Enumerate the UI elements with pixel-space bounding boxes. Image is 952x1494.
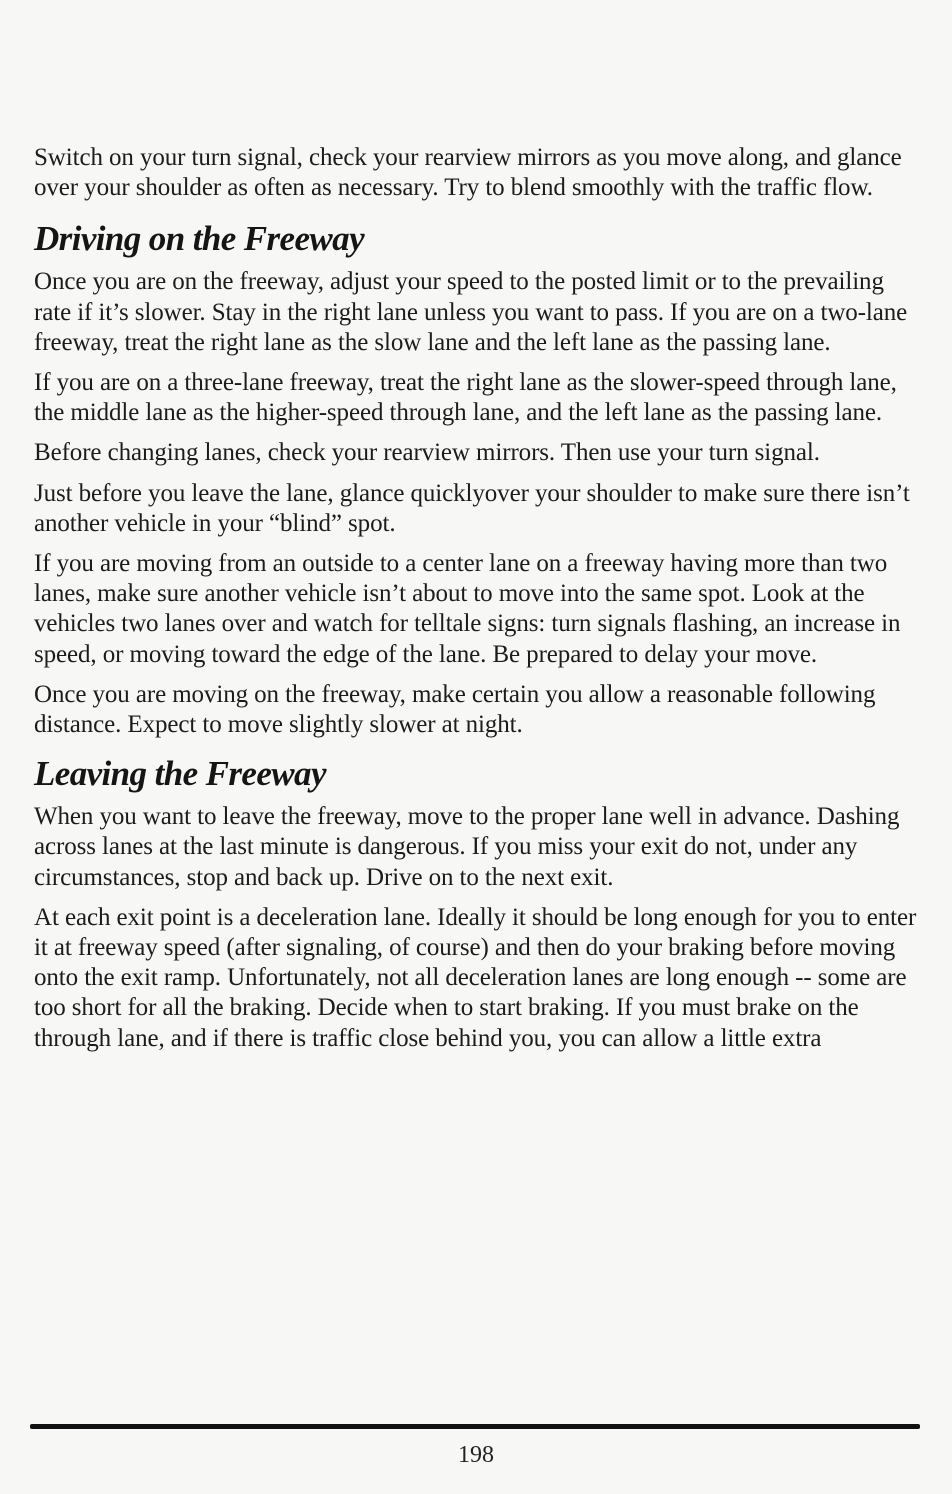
intro-paragraph: Switch on your turn signal, check your rearview mirrors as you move along, and glance over your shoulder as often as necessary. Try to blend smoothly with the traffic flow.: [34, 144, 902, 202]
driving-paragraph-6: Once you are moving on the freeway, make certain you allow a reasonable following distance. Expect to move slightly slower at night.: [34, 680, 876, 739]
driving-paragraph-5: If you are moving from an outside to a center lane on a freeway having more than two lanes, make sure another vehicle isn’t about to move into the same spot. Look at the vehicles two lanes over and watch for telltale signs: turn signals flashing, an increase in speed, or moving toward the edge of the lane. Be prepared to delay your move.: [34, 550, 901, 668]
leaving-paragraph-1: When you want to leave the freeway, move to the proper lane well in advance. Dashing across lanes at the last minute is dangerous. If you miss your exit do not, under any circumstances, stop and back up. Drive on to the next exit.: [34, 803, 900, 891]
leaving-paragraph-2: At each exit point is a deceleration lane. Ideally it should be long enough for you to enter it at freeway speed (after signaling, of course) and then do your braking before moving onto the exit ramp. Unfortunately, not all deceleration lanes are long enough -- some are too short for all the braking. Decide when to start braking. If you must brake on the through lane, and if there is traffic close behind you, you can allow a little extra: [34, 903, 917, 1052]
leaving-the-freeway-heading: Leaving the Freeway: [34, 754, 326, 794]
page-number: 198: [458, 1442, 494, 1468]
driving-paragraph-3: Before changing lanes, check your rearview mirrors. Then use your turn signal.: [34, 439, 820, 467]
driving-on-the-freeway-heading: Driving on the Freeway: [34, 219, 364, 259]
footer-rule: [30, 1424, 920, 1429]
driving-paragraph-2: If you are on a three-lane freeway, treat the right lane as the slower-speed through lane, the middle lane as the higher-speed through lane, and the left lane as the passing lane.: [34, 369, 897, 427]
driving-paragraph-4: Just before you leave the lane, glance quicklyover your shoulder to make sure there isn’t another vehicle in your “blind” spot.: [34, 479, 910, 537]
manual-page-content: [34, 143, 920, 1064]
driving-paragraph-1: Once you are on the freeway, adjust your speed to the posted limit or to the prevailing rate if it’s slower. Stay in the right lane unless you want to pass. If you are on a two-lane freeway, treat the right lane as the slow lane and the left lane as the passing lane.: [34, 268, 908, 356]
